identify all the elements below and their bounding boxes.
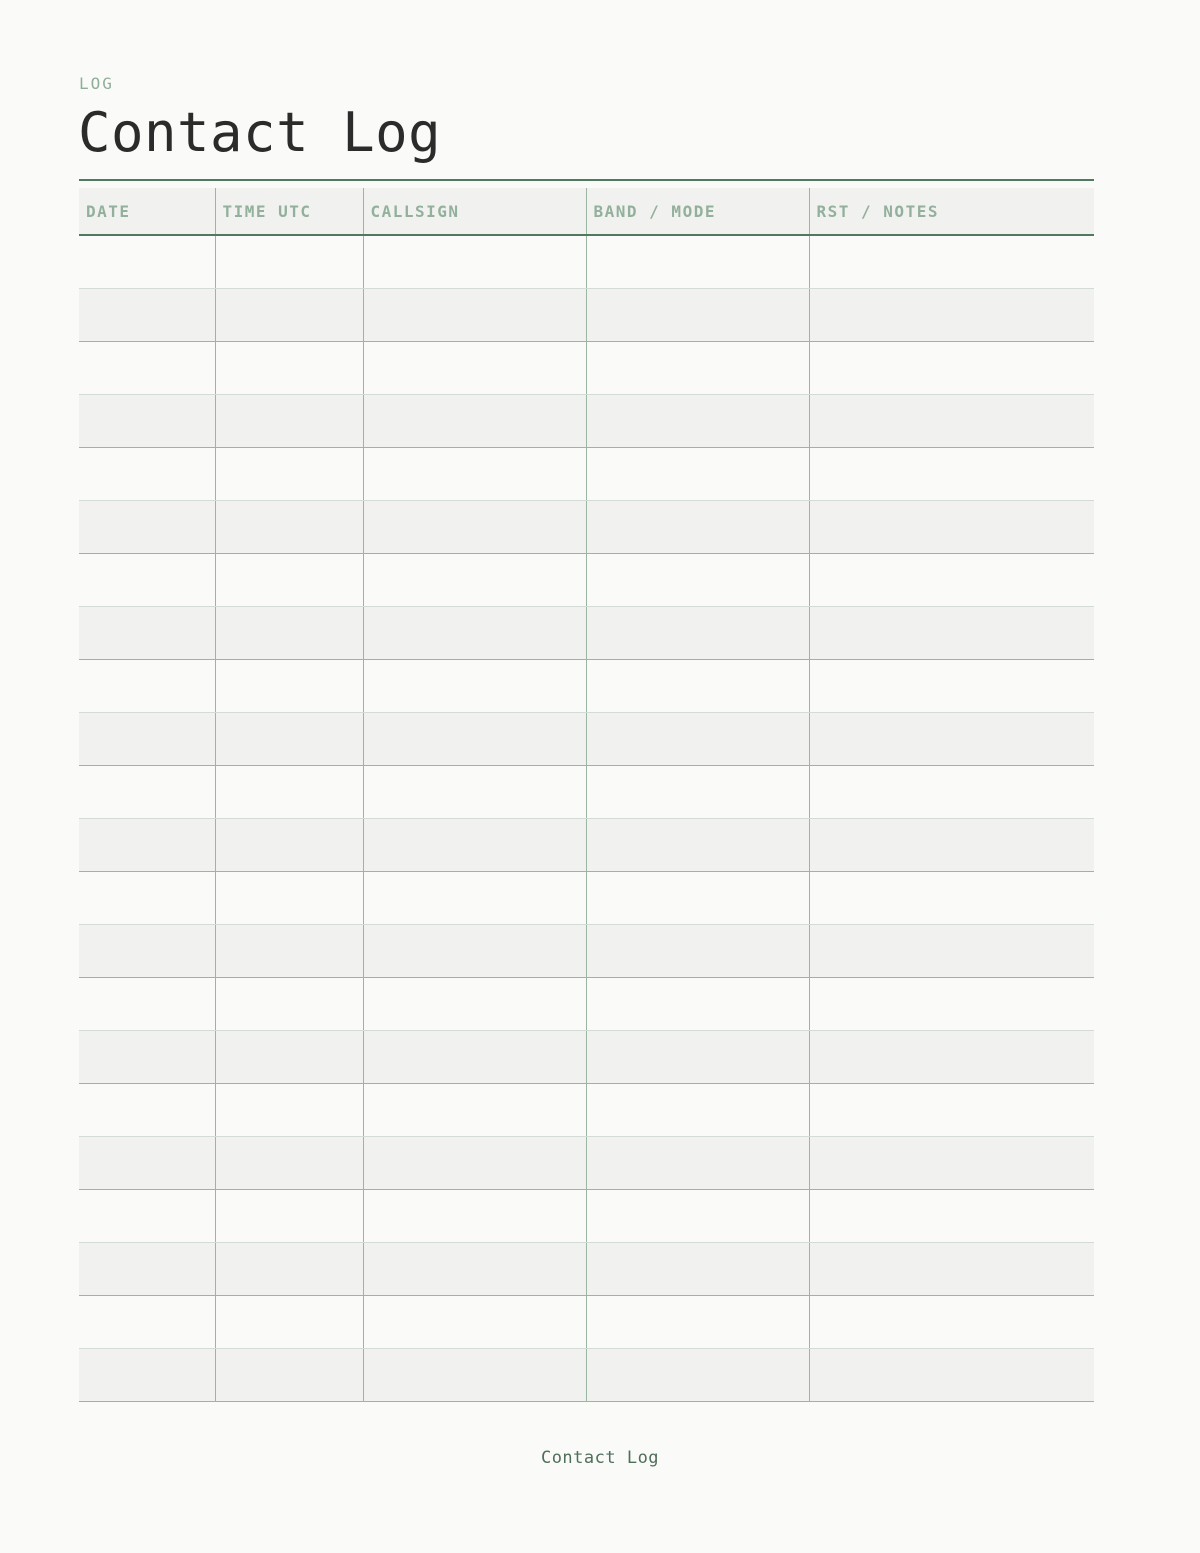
table-cell[interactable] — [79, 607, 215, 660]
table-cell[interactable] — [79, 925, 215, 978]
table-row — [79, 448, 1094, 501]
table-cell[interactable] — [79, 448, 215, 501]
table-cell[interactable] — [79, 819, 215, 872]
table-row — [79, 925, 1094, 978]
table-cell[interactable] — [215, 1349, 363, 1402]
table-cell[interactable] — [363, 1190, 586, 1243]
table-cell[interactable] — [79, 1243, 215, 1296]
table-cell[interactable] — [79, 289, 215, 342]
table-cell[interactable] — [586, 766, 809, 819]
column-header-time-utc: TIME UTC — [215, 188, 363, 235]
table-cell[interactable] — [586, 872, 809, 925]
table-cell[interactable] — [363, 1296, 586, 1349]
section-eyebrow: LOG — [79, 74, 114, 93]
table-cell[interactable] — [215, 1084, 363, 1137]
table-cell[interactable] — [809, 1031, 1094, 1084]
table-cell[interactable] — [363, 766, 586, 819]
table-cell[interactable] — [363, 1243, 586, 1296]
table-row — [79, 978, 1094, 1031]
table-cell[interactable] — [79, 342, 215, 395]
table-header-row — [79, 188, 1094, 235]
column-header-band-mode: BAND / MODE — [586, 188, 809, 235]
table-cell[interactable] — [215, 660, 363, 713]
table-cell[interactable] — [586, 660, 809, 713]
table-cell[interactable] — [809, 660, 1094, 713]
table-cell[interactable] — [809, 925, 1094, 978]
table-cell[interactable] — [586, 1349, 809, 1402]
table-cell[interactable] — [215, 554, 363, 607]
table-cell[interactable] — [363, 1349, 586, 1402]
column-header-rst-notes: RST / NOTES — [809, 188, 1094, 235]
table-cell[interactable] — [79, 395, 215, 448]
table-row — [79, 872, 1094, 925]
table-cell[interactable] — [215, 289, 363, 342]
table-cell[interactable] — [215, 607, 363, 660]
table-cell[interactable] — [79, 1296, 215, 1349]
table-cell[interactable] — [215, 713, 363, 766]
table-row — [79, 554, 1094, 607]
table-cell[interactable] — [363, 607, 586, 660]
column-header-date: DATE — [79, 188, 215, 235]
table-cell[interactable] — [809, 501, 1094, 554]
table-cell[interactable] — [586, 395, 809, 448]
table-cell[interactable] — [363, 1031, 586, 1084]
table-cell[interactable] — [363, 235, 586, 289]
table-cell[interactable] — [586, 289, 809, 342]
table-row — [79, 1031, 1094, 1084]
table-cell[interactable] — [363, 713, 586, 766]
table-cell[interactable] — [809, 607, 1094, 660]
table-cell[interactable] — [363, 1137, 586, 1190]
table-cell[interactable] — [809, 978, 1094, 1031]
table-cell[interactable] — [586, 1084, 809, 1137]
table-cell[interactable] — [363, 925, 586, 978]
table-cell[interactable] — [79, 1349, 215, 1402]
table-row — [79, 607, 1094, 660]
table-cell[interactable] — [79, 235, 215, 289]
table-cell[interactable] — [215, 766, 363, 819]
table-cell[interactable] — [363, 448, 586, 501]
table-cell[interactable] — [363, 289, 586, 342]
table-cell[interactable] — [809, 1349, 1094, 1402]
table-body — [79, 235, 1094, 1402]
table-cell[interactable] — [809, 1190, 1094, 1243]
table-cell[interactable] — [363, 1084, 586, 1137]
table-cell[interactable] — [79, 766, 215, 819]
table-cell[interactable] — [586, 607, 809, 660]
table-cell[interactable] — [586, 978, 809, 1031]
table-cell[interactable] — [363, 395, 586, 448]
table-cell[interactable] — [79, 1084, 215, 1137]
table-cell[interactable] — [809, 872, 1094, 925]
table-row — [79, 235, 1094, 289]
table-cell[interactable] — [586, 713, 809, 766]
table-cell[interactable] — [79, 1031, 215, 1084]
table-cell[interactable] — [586, 1031, 809, 1084]
table-cell[interactable] — [215, 448, 363, 501]
table-cell[interactable] — [79, 1137, 215, 1190]
table-cell[interactable] — [215, 1031, 363, 1084]
contact-log-table — [79, 188, 1094, 1402]
table-cell[interactable] — [809, 1243, 1094, 1296]
table-cell[interactable] — [586, 342, 809, 395]
table-cell[interactable] — [809, 342, 1094, 395]
table-cell[interactable] — [79, 713, 215, 766]
table-row — [79, 1349, 1094, 1402]
table-row — [79, 395, 1094, 448]
table-cell[interactable] — [215, 395, 363, 448]
table-cell[interactable] — [809, 448, 1094, 501]
table-cell[interactable] — [215, 235, 363, 289]
table-cell[interactable] — [809, 554, 1094, 607]
table-cell[interactable] — [809, 1084, 1094, 1137]
page-footer: Contact Log — [540, 1448, 660, 1468]
table-cell[interactable] — [215, 872, 363, 925]
table-cell[interactable] — [809, 235, 1094, 289]
table-cell[interactable] — [363, 342, 586, 395]
table-row — [79, 1243, 1094, 1296]
table-cell[interactable] — [809, 1137, 1094, 1190]
title-divider — [79, 179, 1094, 181]
table-cell[interactable] — [586, 235, 809, 289]
table-cell[interactable] — [215, 1190, 363, 1243]
table-cell[interactable] — [809, 819, 1094, 872]
table-row — [79, 1190, 1094, 1243]
table-cell[interactable] — [809, 289, 1094, 342]
table-cell[interactable] — [79, 1190, 215, 1243]
table-cell[interactable] — [809, 713, 1094, 766]
table-cell[interactable] — [586, 1190, 809, 1243]
table-cell[interactable] — [215, 1243, 363, 1296]
table-cell[interactable] — [363, 872, 586, 925]
table-cell[interactable] — [586, 501, 809, 554]
table-cell[interactable] — [215, 342, 363, 395]
table-row — [79, 1296, 1094, 1349]
table-row — [79, 289, 1094, 342]
table-row — [79, 342, 1094, 395]
table-cell[interactable] — [363, 978, 586, 1031]
table-cell[interactable] — [586, 819, 809, 872]
table-cell[interactable] — [809, 1296, 1094, 1349]
table-cell[interactable] — [809, 395, 1094, 448]
table-row — [79, 819, 1094, 872]
table-cell[interactable] — [215, 501, 363, 554]
table-cell[interactable] — [586, 925, 809, 978]
table-cell[interactable] — [586, 448, 809, 501]
table-cell[interactable] — [586, 1296, 809, 1349]
table-cell[interactable] — [79, 978, 215, 1031]
page-title: Contact Log — [78, 101, 442, 164]
table-cell[interactable] — [79, 501, 215, 554]
table-cell[interactable] — [363, 819, 586, 872]
table-cell[interactable] — [586, 1137, 809, 1190]
table-cell[interactable] — [215, 925, 363, 978]
table-row — [79, 501, 1094, 554]
table-row — [79, 1137, 1094, 1190]
table-cell[interactable] — [586, 1243, 809, 1296]
column-header-callsign: CALLSIGN — [363, 188, 586, 235]
table-cell[interactable] — [215, 1296, 363, 1349]
table-row — [79, 1084, 1094, 1137]
table-row — [79, 660, 1094, 713]
table-cell[interactable] — [363, 660, 586, 713]
table-row — [79, 713, 1094, 766]
table-cell[interactable] — [215, 1137, 363, 1190]
table-cell[interactable] — [79, 872, 215, 925]
table-row — [79, 766, 1094, 819]
table-cell[interactable] — [809, 766, 1094, 819]
table-cell[interactable] — [79, 554, 215, 607]
table-cell[interactable] — [586, 554, 809, 607]
table-cell[interactable] — [363, 501, 586, 554]
table-cell[interactable] — [215, 978, 363, 1031]
table-cell[interactable] — [79, 660, 215, 713]
table-cell[interactable] — [363, 554, 586, 607]
table-cell[interactable] — [215, 819, 363, 872]
